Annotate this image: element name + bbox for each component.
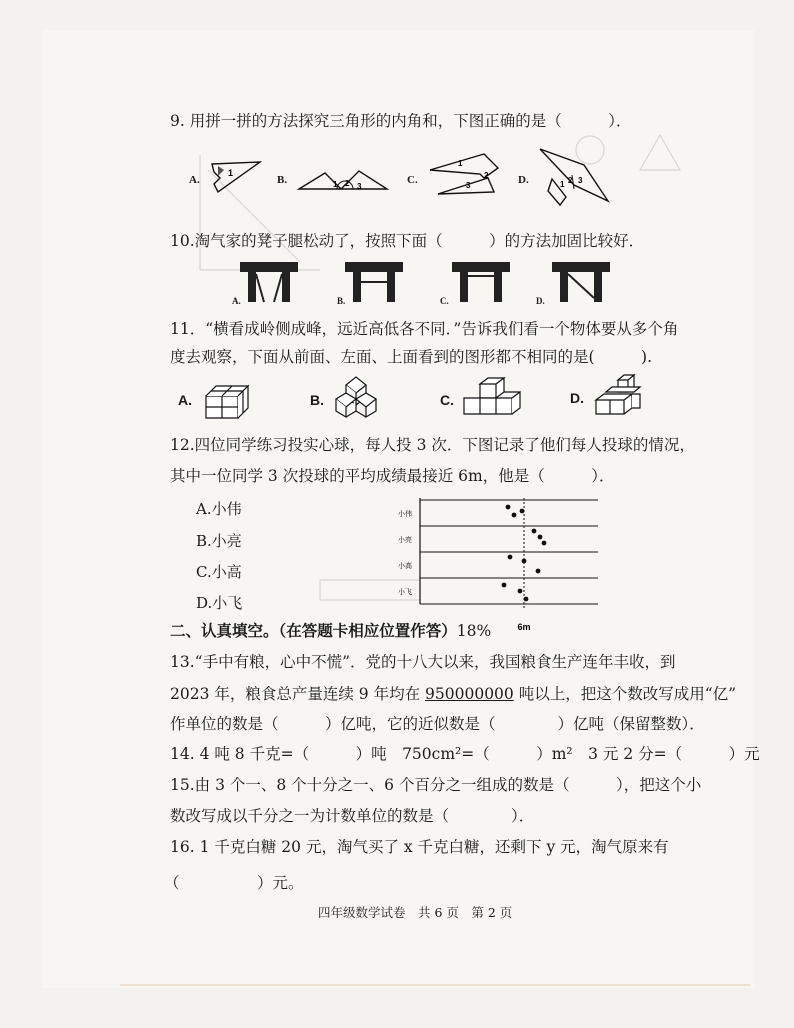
svg-text:2: 2 xyxy=(484,171,489,180)
q11-cubes-c xyxy=(460,374,522,420)
q10-option-a: A. xyxy=(232,296,241,306)
chart-throw-dot xyxy=(520,509,525,514)
chart-row-label: 小伟 xyxy=(398,510,412,518)
q12-option-b: B.小亮 xyxy=(196,532,242,550)
section-2-heading: 二、认真填空。（在答题卡相应位置作答） xyxy=(170,621,457,640)
q9-option-b: B. xyxy=(277,174,288,186)
q11-cubes-d xyxy=(592,372,644,420)
chart-row-label: 小飞 xyxy=(398,588,412,596)
q11-cubes-a xyxy=(204,378,254,420)
svg-text:2: 2 xyxy=(568,176,573,185)
chart-throw-dot xyxy=(508,555,513,560)
section-2-score: 18% xyxy=(456,622,492,640)
q10-option-c: C. xyxy=(440,296,449,306)
chart-throw-dot xyxy=(532,529,537,534)
chart-throw-dot xyxy=(542,541,547,546)
question-16-line-1: 16. 1 千克白糖 20 元，淘气买了 x 千克白糖，还剩下 y 元，淘气原来有 xyxy=(170,838,669,856)
chart-throw-dot xyxy=(506,505,511,510)
q9-figure-b xyxy=(297,165,392,195)
q9-option-c: C. xyxy=(407,174,418,186)
chart-throw-dot xyxy=(522,559,527,564)
q11-option-a: A. xyxy=(178,392,192,408)
question-16-line-2: （ ）元。 xyxy=(164,874,304,892)
question-13-line-3: 作单位的数是（ ）亿吨，它的近似数是（ ）亿吨（保留整数）． xyxy=(170,715,705,733)
chart-6m-label: 6m xyxy=(517,622,531,632)
chart-throw-dot xyxy=(538,535,543,540)
q11-option-d: D. xyxy=(570,390,584,406)
svg-text:3: 3 xyxy=(466,181,471,190)
q12-option-d: D.小飞 xyxy=(196,594,243,612)
q10-option-b: B. xyxy=(337,296,346,306)
question-15-line-1: 15.由 3 个一、8 个十分之一、6 个百分之一组成的数是（ ），把这个小 xyxy=(170,776,702,794)
q9-figure-d xyxy=(538,145,613,210)
q10-stool-d xyxy=(552,262,612,304)
question-12-line-2: 其中一位同学 3 次投球的平均成绩最接近 6m，他是（ ）． xyxy=(170,467,615,485)
q9-figure-a xyxy=(210,160,270,200)
q11-option-c: C. xyxy=(440,392,454,408)
q9-figure-c xyxy=(428,150,503,200)
q9-option-d: D. xyxy=(518,174,529,186)
question-11-line-1: 11．“横看成岭侧成峰，远近高低各不同．”告诉我们看一个物体要从多个角 xyxy=(170,320,679,338)
chart-throw-dot xyxy=(524,597,529,602)
q10-stool-c xyxy=(452,262,512,304)
question-15-line-2: 数改写成以千分之一为计数单位的数是（ ）． xyxy=(170,807,535,825)
svg-text:1: 1 xyxy=(560,180,565,189)
section-2-title xyxy=(170,620,491,642)
chart-throw-dot xyxy=(536,569,541,574)
svg-text:3: 3 xyxy=(578,176,583,185)
svg-text:3: 3 xyxy=(357,182,362,191)
throw-record-chart xyxy=(394,494,604,634)
q10-stool-a xyxy=(240,262,300,304)
svg-text:1: 1 xyxy=(458,159,463,168)
question-13-line-2 xyxy=(170,683,736,705)
q9-option-a: A. xyxy=(189,174,200,186)
q12-option-c: C.小高 xyxy=(196,563,242,581)
q11-cubes-b xyxy=(332,375,382,420)
q13-text-before-number: 2023 年，粮食总产量连续 9 年均在 xyxy=(170,685,426,703)
question-14-text: 14. 4 吨 8 千克=（ ）吨 750cm²=（ ）m² 3 元 2 分=（ ）元 xyxy=(170,745,760,763)
chart-row-label: 小亮 xyxy=(398,536,412,544)
question-13-line-1: 13.“手中有粮，心中不慌”．党的十八大以来，我国粮食生产连年丰收，到 xyxy=(170,653,676,671)
q12-option-a: A.小伟 xyxy=(196,500,242,518)
page-footer: 四年级数学试卷 共 6 页 第 2 页 xyxy=(318,905,513,920)
question-12-line-1: 12.四位同学练习投实心球，每人投 3 次．下图记录了他们每人投球的情况， xyxy=(170,436,695,454)
chart-throw-dot xyxy=(518,589,523,594)
q10-stool-b xyxy=(345,262,405,304)
chart-throw-dot xyxy=(512,513,517,518)
q10-option-d: D. xyxy=(536,296,545,306)
question-9-text: 9. 用拼一拼的方法探究三角形的内角和，下图正确的是（ ）． xyxy=(170,112,632,130)
svg-text:1: 1 xyxy=(228,168,234,178)
question-11-line-2: 度去观察，下面从前面、左面、上面看到的图形都不相同的是( ). xyxy=(170,348,653,366)
question-10-text: 10.淘气家的凳子腿松动了，按照下面（ ）的方法加固比较好． xyxy=(170,232,645,250)
q13-grain-number: 950000000 xyxy=(425,685,514,703)
q13-text-after-number: 吨以上，把这个数改写成用“亿” xyxy=(513,685,737,703)
svg-text:1: 1 xyxy=(333,180,338,189)
svg-text:2: 2 xyxy=(345,179,350,188)
q11-option-b: B. xyxy=(310,392,324,408)
chart-row-label: 小高 xyxy=(398,562,412,570)
chart-throw-dot xyxy=(502,583,507,588)
